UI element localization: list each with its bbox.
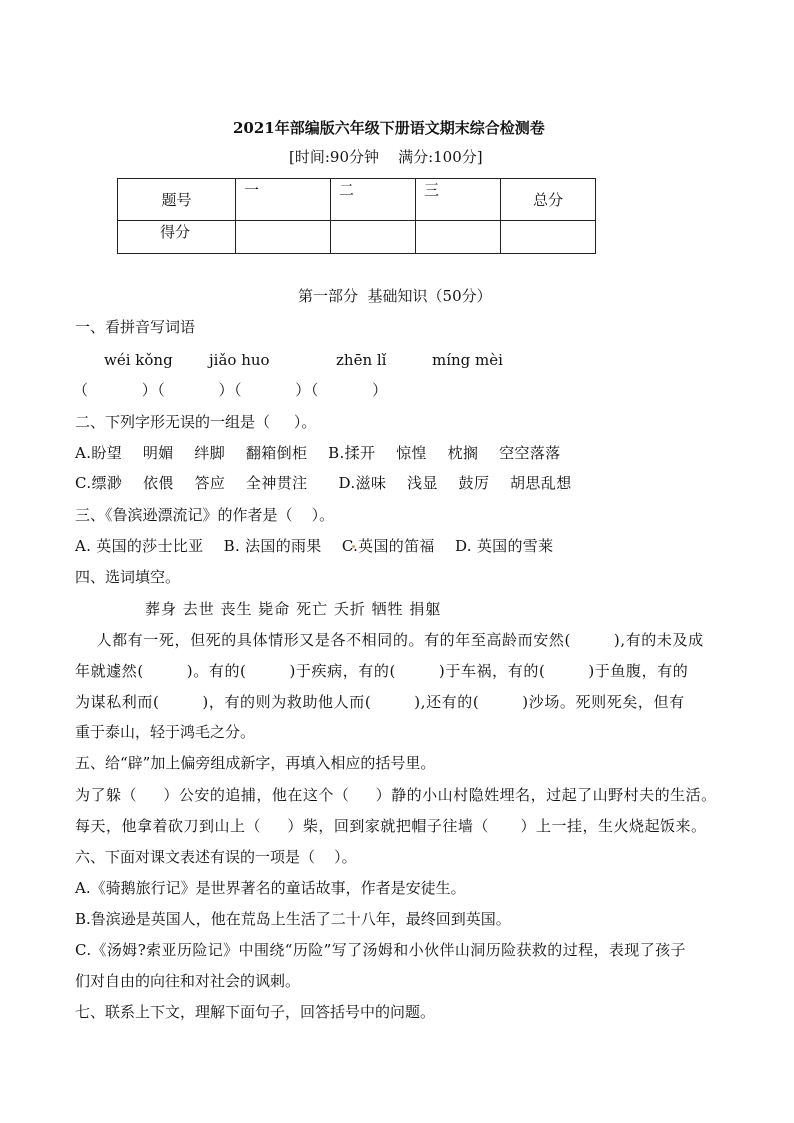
paragraph-line: 重于泰山，轻于鸿毛之分。 <box>75 723 256 741</box>
option-line: A.盼望 明媚 绊脚 翻箱倒柜 B.揉开 惊惶 枕搁 空空落落 <box>75 444 561 462</box>
score-cell-header: 总分 <box>501 179 596 221</box>
option-line: 们对自由的向往和对社会的讽刺。 <box>75 972 301 990</box>
pinyin-item: míng mèi <box>432 351 503 369</box>
paragraph-line: 为谋私利而( )，有的则为救助他人而( ),还有的( )沙场。死则死矣，但有 <box>75 693 685 711</box>
option-line: B.鲁滨逊是英国人，他在荒岛上生活了二十八年，最终回到英国。 <box>75 910 511 928</box>
answer-blanks[interactable]: （ ）（ ）（ ）（ ） <box>73 381 388 399</box>
option-line: A.《骑鹅旅行记》是世界著名的童话故事，作者是安徒生。 <box>75 879 466 897</box>
score-cell-blank[interactable] <box>416 221 501 254</box>
question-heading: 三、《鲁滨逊漂流记》的作者是（ ）。 <box>75 506 335 524</box>
score-cell-blank[interactable] <box>236 221 331 254</box>
question-heading: 二、下列字形无误的一组是（ ）。 <box>75 413 317 431</box>
score-cell-label: 得分 <box>118 221 236 254</box>
paragraph-line: 为了躲（ ）公安的追捕，他在这个（ ）静的小山村隐姓埋名，过起了山野村夫的生活。 <box>75 786 717 804</box>
question-heading: 七、联系上下文，理解下面句子，回答括号中的问题。 <box>75 1003 436 1021</box>
option-line: C.《汤姆?索亚历险记》中围绕“历险”写了汤姆和小伙伴山洞历险获救的过程，表现了孩子 <box>75 941 686 959</box>
score-table-score-row <box>118 221 596 254</box>
score-table <box>117 178 596 254</box>
score-cell-header: 三 <box>416 179 501 221</box>
option-line: A. 英国的莎士比亚 B. 法国的雨果 C.英国的笛福 D. 英国的雪莱 <box>75 537 554 555</box>
score-cell-header: 一 <box>236 179 331 221</box>
exam-subtitle: [时间:90分钟 满分:100分] <box>289 148 483 166</box>
question-heading: 六、下面对课文表述有误的一项是（ ）。 <box>75 848 357 866</box>
score-cell-label: 题号 <box>118 179 236 221</box>
question-heading: 一、看拼音写词语 <box>75 318 196 336</box>
option-line: C.缥渺 依偎 答应 全神贯注 D.滋味 浅显 鼓厉 胡思乱想 <box>75 474 572 492</box>
question-heading: 五、给“辟”加上偏旁组成新字，再填入相应的括号里。 <box>75 754 436 772</box>
pinyin-item: wéi kǒng <box>104 351 173 369</box>
score-cell-blank[interactable] <box>331 221 416 254</box>
score-cell-header: 二 <box>331 179 416 221</box>
word-bank: 葬身 去世 丧生 毙命 死亡 夭折 牺牲 捐躯 <box>145 600 442 618</box>
pinyin-item: jiǎo huo <box>209 351 270 369</box>
exam-title: 2021年部编版六年级下册语文期末综合检测卷 <box>233 119 545 137</box>
score-cell-blank[interactable] <box>501 221 596 254</box>
paragraph-line: 每天，他拿着砍刀到山上（ ）柴，回到家就把帽子往墙（ ）上一挂，生火烧起饭来。 <box>75 817 707 835</box>
section-title: 第一部分 基础知识（50分） <box>298 287 492 305</box>
score-table-header-row <box>118 179 596 221</box>
pinyin-item: zhēn lǐ <box>336 351 387 369</box>
question-heading: 四、选词填空。 <box>75 568 181 586</box>
paragraph-line: 人都有一死，但死的具体情形又是各不相同的。有的年至高龄而安然( ),有的未及成 <box>75 631 704 649</box>
paragraph-line: 年就遽然( )。有的( )于疾病，有的( )于车祸，有的( )于鱼腹，有的 <box>75 662 689 680</box>
